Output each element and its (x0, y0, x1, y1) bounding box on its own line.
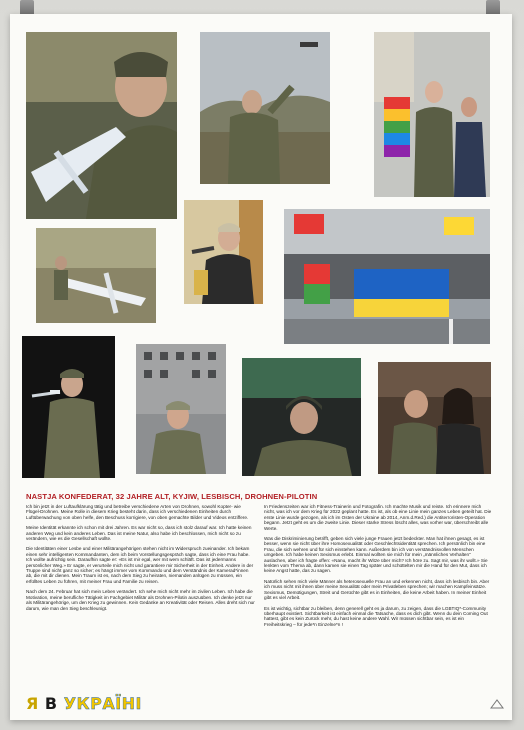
photo-soldier-launching-drone (200, 32, 330, 184)
paragraph: Ich bin jetzt in der Luftaufklärung tätig und betreibe verschiedene Arten von Drohnen, sowohl Kopter- wie Flügel-Drohnen. Meine Rolle in diesem Krieg besteht darin, dass ich verschiedenen Einheiten durch Luftüberwachung von oben helfe, den Beschuss korrigiere, von oben gemachte Bilder und Videos entziffere. (26, 504, 249, 520)
photo-pride-march-flag (374, 32, 490, 197)
logo-letter-ya: Я (26, 694, 39, 713)
photo-soldier-ruined-building (136, 344, 226, 474)
logo-word-ukraini: УКРАЇНІ (63, 694, 143, 713)
paragraph: Nach dem 24. Februar hat sich mein Leben verändert. Ich sehe mich nicht mehr im zivilen Leben. Ich habe die Motivation, meine berufliche Tätigkeit im Fachgebiet Militär als Drohnen-Pilotin auszuüben. Ich denke jetzt nur als Militärangehörige, um den Krieg zu gewinnen. Kein Gedanke an Kreativität oder Reisen. Alles dreht sich nur darum, wie man den Sieg beschleunigt. (26, 589, 255, 611)
photo-couple (378, 362, 491, 474)
photo-soldier-holding-drone (26, 32, 177, 219)
headline: NASTJA KONFEDERAT, 32 JAHRE ALT, KYJIW, LESBISCH, DROHNEN-PILOTIN (26, 492, 318, 501)
text-column-right (264, 504, 493, 632)
paragraph: Natürlich sehen mich viele Männer als heterosexuelle Frau an und erkennen nicht, dass ich lesbisch bin. Aber ich muss nicht mit ihnen über meine Sexualität oder mein Privatleben sprechen; wir machen Kampfeinsätze. Sexismus, Demütigungen, Streit und Gerüchte gibt es in Einheiten, die keine Arbeit haben. In meiner Einheit gibt es viel Arbeit. (264, 578, 490, 601)
paragraph: Es ist wichtig, sichtbar zu bleiben, denn generell geht es ja darum, zu zeigen, dass die LGBTIQ*-Community überhaupt existiert. Sichtbarkeit ist einfach einmal die Tatsache, dass es dich gibt. Wenn du dein Coming Out hattest, gibt es kein Zurück mehr, du hast keine andere Wahl. Wir müssen sichtbar sein, es ist ein Freiheitskrieg – für jede*n Einzelne*n ! (264, 605, 488, 627)
paragraph: In Friedenszeiten war ich Fitness-Trainerin und Fotografin. Ich machte Musik und reiste. Ich erinnere mich nicht, was ich vor dem Krieg für 2022 geplant hatte. Es ist, als ob eine Linie mein ganzes Leben geteilt hat. Die erste Linie wurde gezogen, als ich im Osten der Ukraine ab 2014, Anm.d.Red.) die Antiterroristen-Operation begann. Jetzt geht es um die zweite Linie. Dieser starke Stress löscht alles, was vorher war, überschreibt alle Werte. (264, 504, 492, 531)
paragraph: Die Identitäten einer Lesbe und einer Militärangehörigen stehen nicht im Widerspruch zueinander. Ich bekam einen sehr intelligenten Kommandanten, dem ich beim Vorstellungsgespräch sagte, dass ich eine Frau habe. Ich wollte aufrichtig sein. Daraufhin sagte er: «Es ist mir egal, wer mit wem schläft. Das ist jedermanns persönlicher Weg.» Er sagte, er verurteile mich nicht und garantiere mir Sicherheit in der Einheit. Andere in der Truppe sind nicht ganz so sicher; es hängt immer vom Kommando und dem Verständnis der Kamerad*innen ab, die mit dir dienen. Mein Traum ist es, nach dem Sieg zu heiraten, niemanden anlügen zu müssen, ein erfülltes Leben zu führen, mit meiner Frau und Familie zu reisen. (26, 546, 254, 584)
text-column-left (26, 504, 255, 616)
paragraph: Was die Diskriminierung betrifft, geben sich viele junge Frauen jetzt bedeckter. Man hat ihnen gesagt, es ist besser, wenn sie nicht über ihre Homosexualität oder Geschlechtsidentität sprechen. Ich persönlich bin eine Frau, die sich wehren und für sich einstehen kann. Außerdem bin ich von verständnisvollen Menschen umgeben. Ich habe keinen Sexismus erlebt. Einmal wollten sie mich für mein „männliches Verhalten“ auslachen, aber ich fragte offen: «Nanu, macht ihr Witze über mich? Ich höre zu. Sagt mir, was ihr wollt.» Sie lenkten vom Thema ab, dann kamen sie einen Tag später und schüttelten mir die Hand für den Mut, dass ich keine Angst hatte, das zu sagen. (264, 536, 488, 574)
photo-soldier-with-cap (184, 200, 263, 304)
photo-soldier-with-drone-portrait (22, 336, 115, 478)
footer-logo (26, 694, 142, 713)
paragraph: Meine Identität erkannte ich schon mit drei Jahren. Es war nicht so, dass ich stolz darauf war. Ich hatte keinen anderen Weg und kein anderes Leben. Das ist meine Natur, also habe ich beschlossen, mich nicht so zu verändern, wie es die Gesellschaft wollte. (26, 525, 252, 542)
photo-soldier-helmet-portrait (242, 358, 361, 476)
poster (10, 14, 512, 720)
photo-drone-on-field (36, 228, 156, 323)
logo-letter-v: В (44, 694, 58, 713)
brand-mark-icon (490, 699, 504, 710)
photo-pride-march-crowd (284, 209, 490, 344)
